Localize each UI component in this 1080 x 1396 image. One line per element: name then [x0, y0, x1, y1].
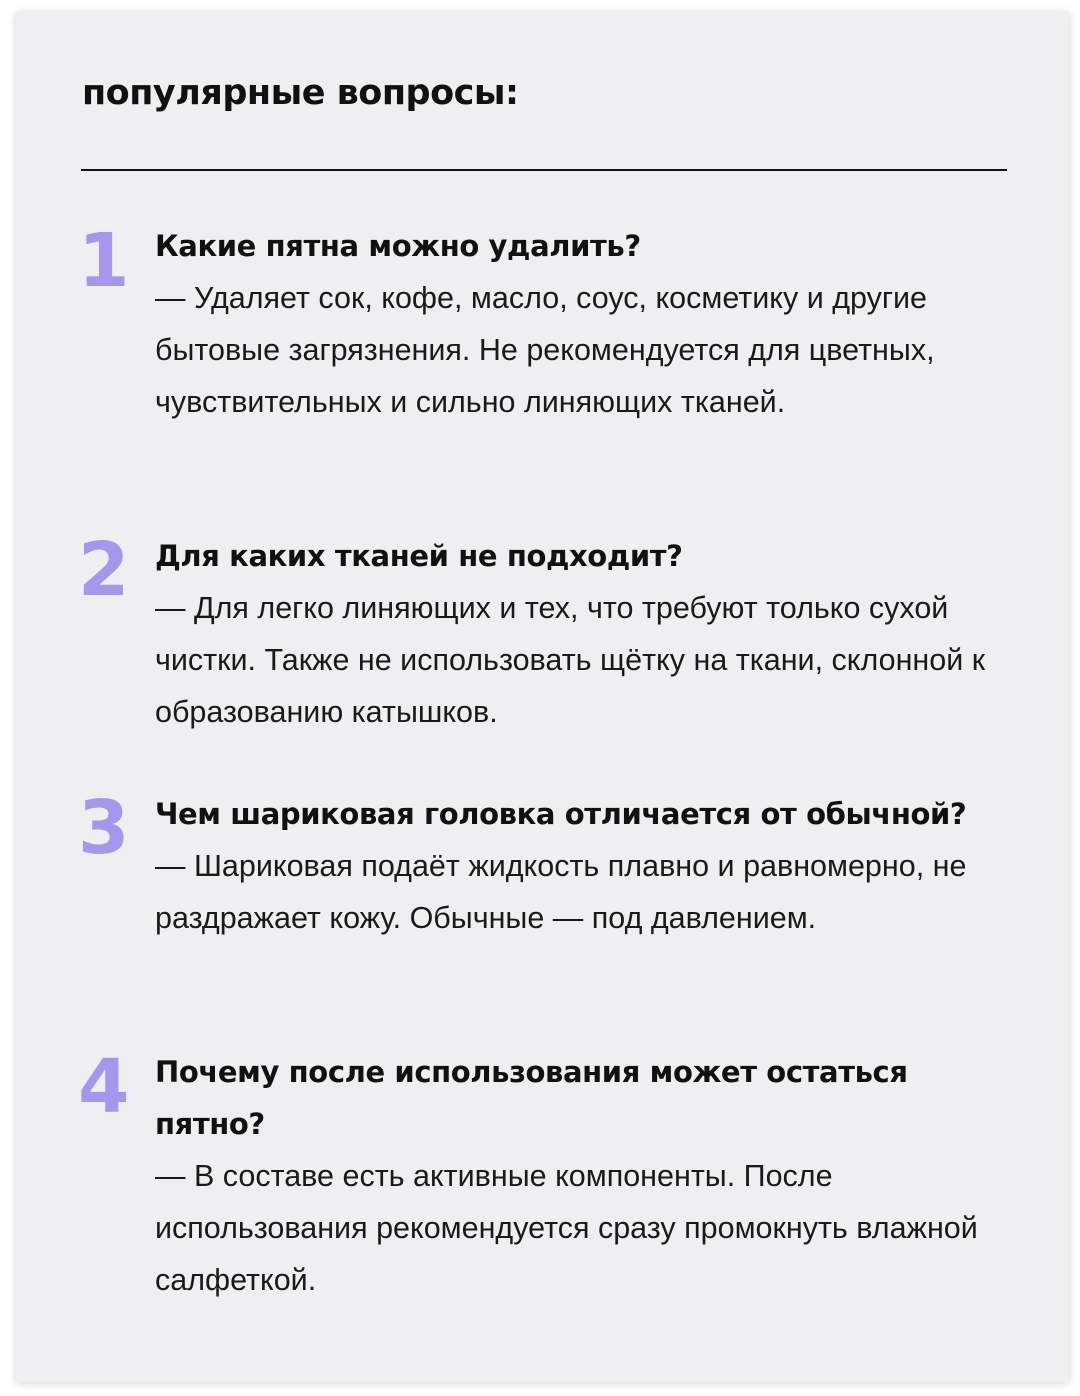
- faq-question: Какие пятна можно удалить?: [155, 229, 641, 263]
- faq-content: [155, 788, 995, 944]
- faq-content: [155, 1046, 995, 1306]
- divider: [81, 169, 1007, 171]
- faq-answer: — Шариковая подаёт жидкость плавно и равномерно, не раздражает кожу. Обычные — под давлением.: [155, 849, 967, 935]
- faq-number: 3: [78, 785, 130, 871]
- faq-question: Чем шариковая головка отличается от обычной?: [155, 797, 967, 831]
- page-title: популярные вопросы:: [82, 73, 519, 113]
- faq-content: [155, 530, 995, 738]
- faq-number: 1: [78, 218, 130, 304]
- faq-number: 4: [78, 1044, 130, 1130]
- faq-question: Почему после использования может остаться пятно?: [155, 1055, 908, 1141]
- faq-question: Для каких тканей не подходит?: [155, 539, 683, 573]
- faq-content: [155, 220, 995, 428]
- faq-answer: — Удаляет сок, кофе, масло, соус, косметику и другие бытовые загрязнения. Не рекомендуется для цветных, чувствительных и сильно линяющих тканей.: [155, 281, 935, 419]
- faq-answer: — В составе есть активные компоненты. После использования рекомендуется сразу промокнуть влажной салфеткой.: [155, 1159, 978, 1297]
- faq-card: [16, 12, 1069, 1382]
- faq-number: 2: [78, 527, 130, 613]
- faq-answer: — Для легко линяющих и тех, что требуют только сухой чистки. Также не использовать щётку на ткани, склонной к образованию катышков.: [155, 591, 986, 729]
